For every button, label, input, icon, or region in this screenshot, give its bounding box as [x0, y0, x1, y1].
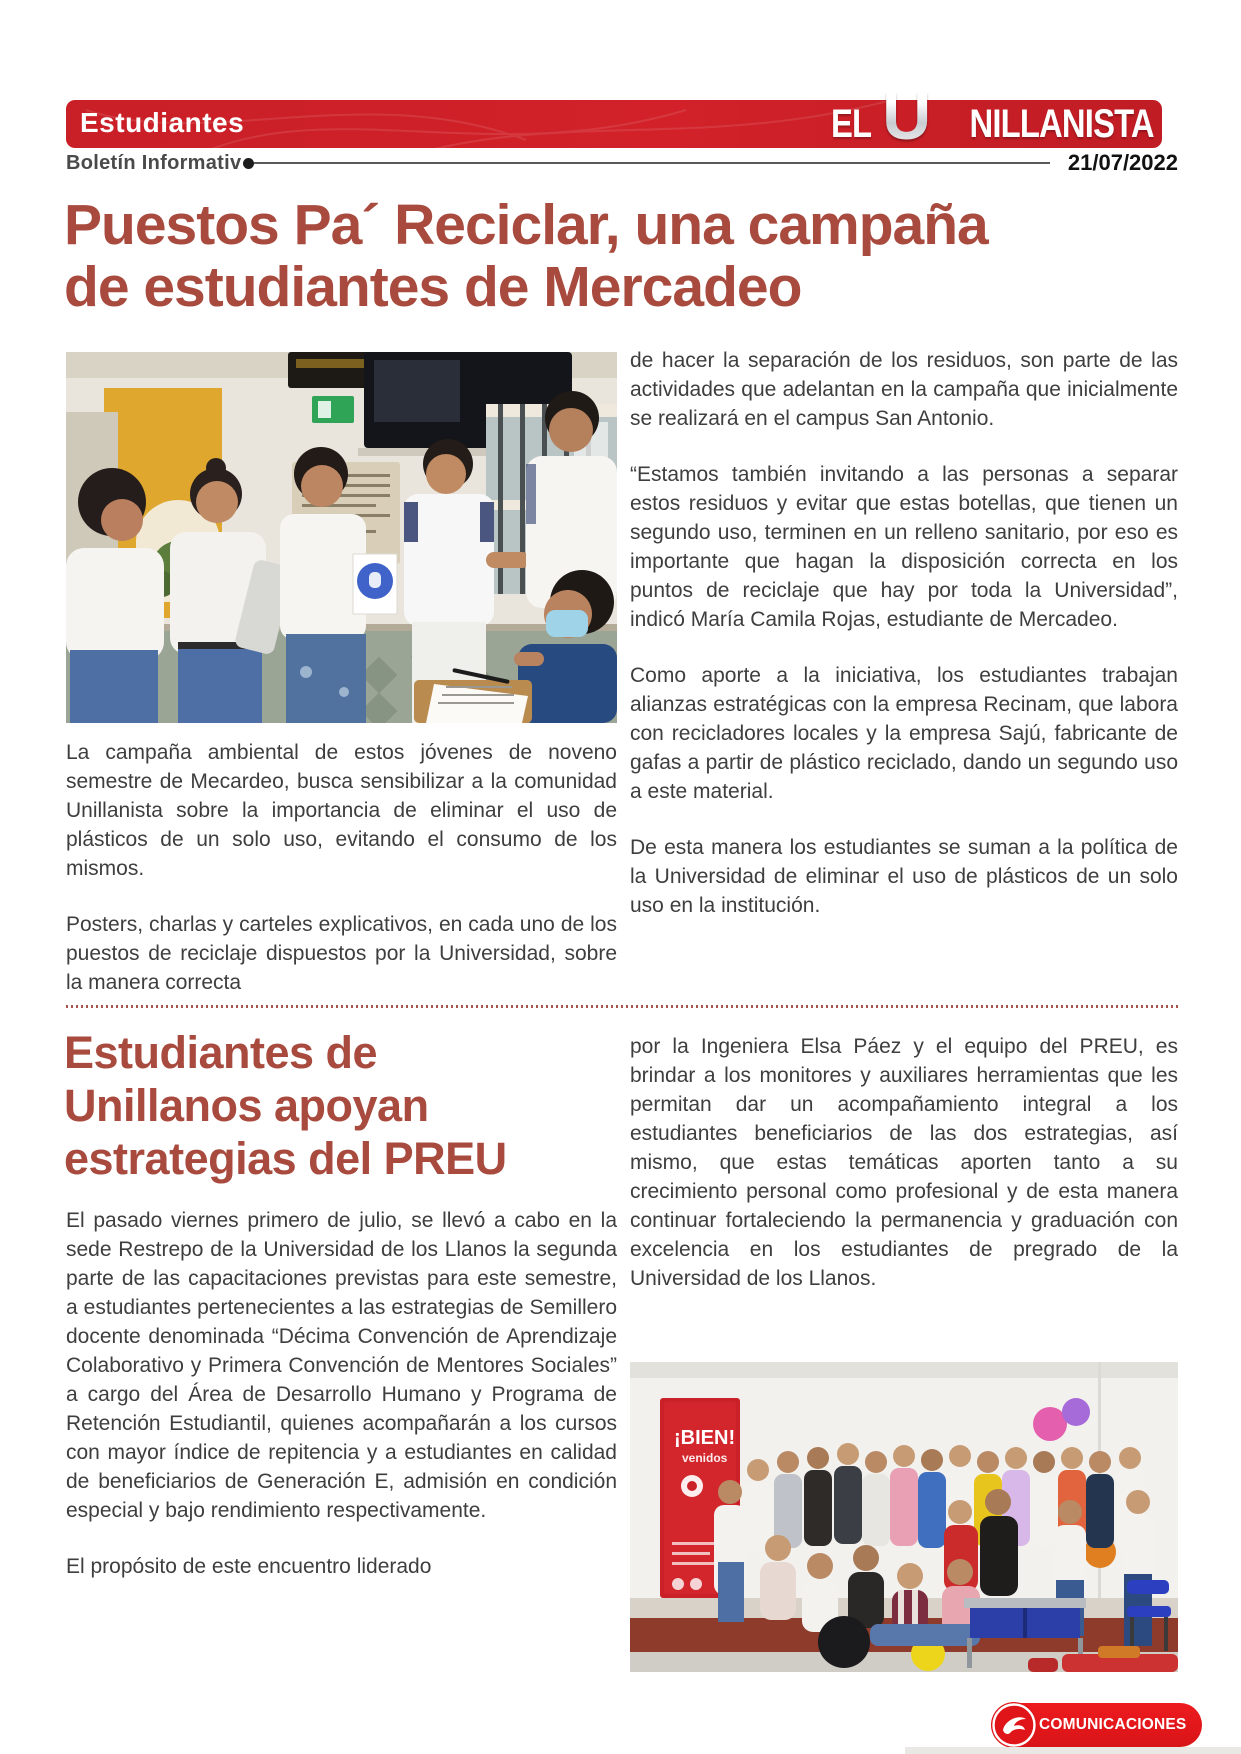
- paragraph: “Estamos también invitando a las personas a separar estos residuos y evitar que estas botellas, que tienen un segundo uso, terminen en un relleno sanitario, por eso es importante que hagan la disposición correcta en los puntos de reciclaje que hay por toda la Universidad”, indicó María Camila Rojas, estudiante de Mercadeo.: [630, 463, 1178, 631]
- article2-headline-line2: Unillanos apoyan: [64, 1080, 429, 1131]
- brand-rest: NILLANISTA: [969, 102, 1154, 146]
- bullet-dot-icon: [243, 158, 254, 169]
- article1-headline: [64, 194, 1178, 318]
- section-label: Estudiantes: [80, 107, 245, 138]
- rule-line: [254, 162, 1049, 164]
- brand-u-icon: U: [882, 78, 932, 154]
- recycling-campaign-photo-art: [66, 352, 617, 723]
- preu-group-photo-art: [630, 1362, 1178, 1672]
- masthead-bar: [66, 78, 1162, 154]
- unillanos-logo-icon: [989, 1700, 1039, 1750]
- corner-strip-decor: [905, 1747, 1241, 1754]
- article1-right-column: [630, 346, 1178, 947]
- bulletin-row: [66, 150, 1178, 176]
- paragraph: El pasado viernes primero de julio, se llevó a cabo en la sede Restrepo de la Universidad de los Llanos la segunda parte de las capacitaciones previstas para este semestre, a estudiantes pertenecientes a las estrategias de Semillero docente denominada “Décima Convención de Aprendizaje Colaborativo y Primera Convención de Mentores Sociales” a cargo del Área de Desarrollo Humano y Programa de Retención Estudiantil, quienes acompañarán a los cursos con mayor índice de repitencia y a estudiantes en calidad de beneficiarios de Generación E, admisión en condición especial y bajo rendimiento respectivamente.: [66, 1209, 617, 1522]
- comunicaciones-badge: [993, 1703, 1202, 1747]
- article2-headline-line1: Estudiantes de: [64, 1027, 378, 1078]
- paragraph: Posters, charlas y carteles explicativos, en cada uno de los puestos de reciclaje dispuestos por la Universidad, sobre la manera correcta: [66, 913, 617, 994]
- paragraph: El propósito de este encuentro liderado: [66, 1555, 432, 1578]
- brand-el: EL: [830, 102, 872, 146]
- recycling-campaign-photo: [66, 352, 617, 723]
- bulletin-label: Boletín Informativ: [66, 151, 242, 174]
- article1-left-column: [66, 738, 617, 1024]
- article2-headline-line3: estrategias del PREU: [64, 1133, 507, 1184]
- dotted-divider: [66, 1005, 1178, 1008]
- brand-logo: [830, 76, 1154, 154]
- comunicaciones-label: COMUNICACIONES: [1039, 1716, 1187, 1733]
- banner-text-line2: venidos: [682, 1451, 728, 1465]
- paragraph: La campaña ambiental de estos jóvenes de noveno semestre de Mecardeo, busca sensibilizar a la comunidad Unillanista sobre la importancia de eliminar el uso de plásticos de un solo uso, evitando el consumo de los mismos.: [66, 741, 617, 880]
- article2-left-column: [66, 1206, 617, 1608]
- paragraph: Como aporte a la iniciativa, los estudiantes trabajan alianzas estratégicas con la empresa Recinam, que labora con recicladores locales y la empresa Sajú, fabricante de gafas a partir de plástico reciclado, dando un segundo uso a este material.: [630, 664, 1178, 803]
- paragraph: De esta manera los estudiantes se suman a la política de la Universidad de eliminar el uso de plásticos de un solo uso en la institución.: [630, 836, 1178, 917]
- article2-right-column: [630, 1032, 1178, 1320]
- preu-group-photo: [630, 1362, 1178, 1672]
- article1-headline-line1: Puestos Pa´ Reciclar, una campaña: [64, 193, 988, 257]
- paragraph: de hacer la separación de los residuos, son parte de las actividades que adelantan en la campaña que inicialmente se realizará en el campus San Antonio.: [630, 349, 1178, 430]
- paragraph: por la Ingeniera Elsa Páez y el equipo del PREU, es brindar a los monitores y auxiliares herramientas que les permitan dar un acompañamiento integral a los estudiantes beneficiarios de las dos estrategias, así mismo, que estas temáticas aporten tanto a su crecimiento personal como profesional y de esta manera continuar fortaleciendo la permanencia y graduación con excelencia en los estudiantes de pregrado de la Universidad de los Llanos.: [630, 1035, 1178, 1290]
- article1-headline-line2: de estudiantes de Mercadeo: [64, 255, 802, 319]
- banner-text-line1: ¡BIEN!: [674, 1427, 736, 1449]
- article2-headline: [64, 1026, 604, 1185]
- issue-date: 21/07/2022: [1067, 150, 1178, 175]
